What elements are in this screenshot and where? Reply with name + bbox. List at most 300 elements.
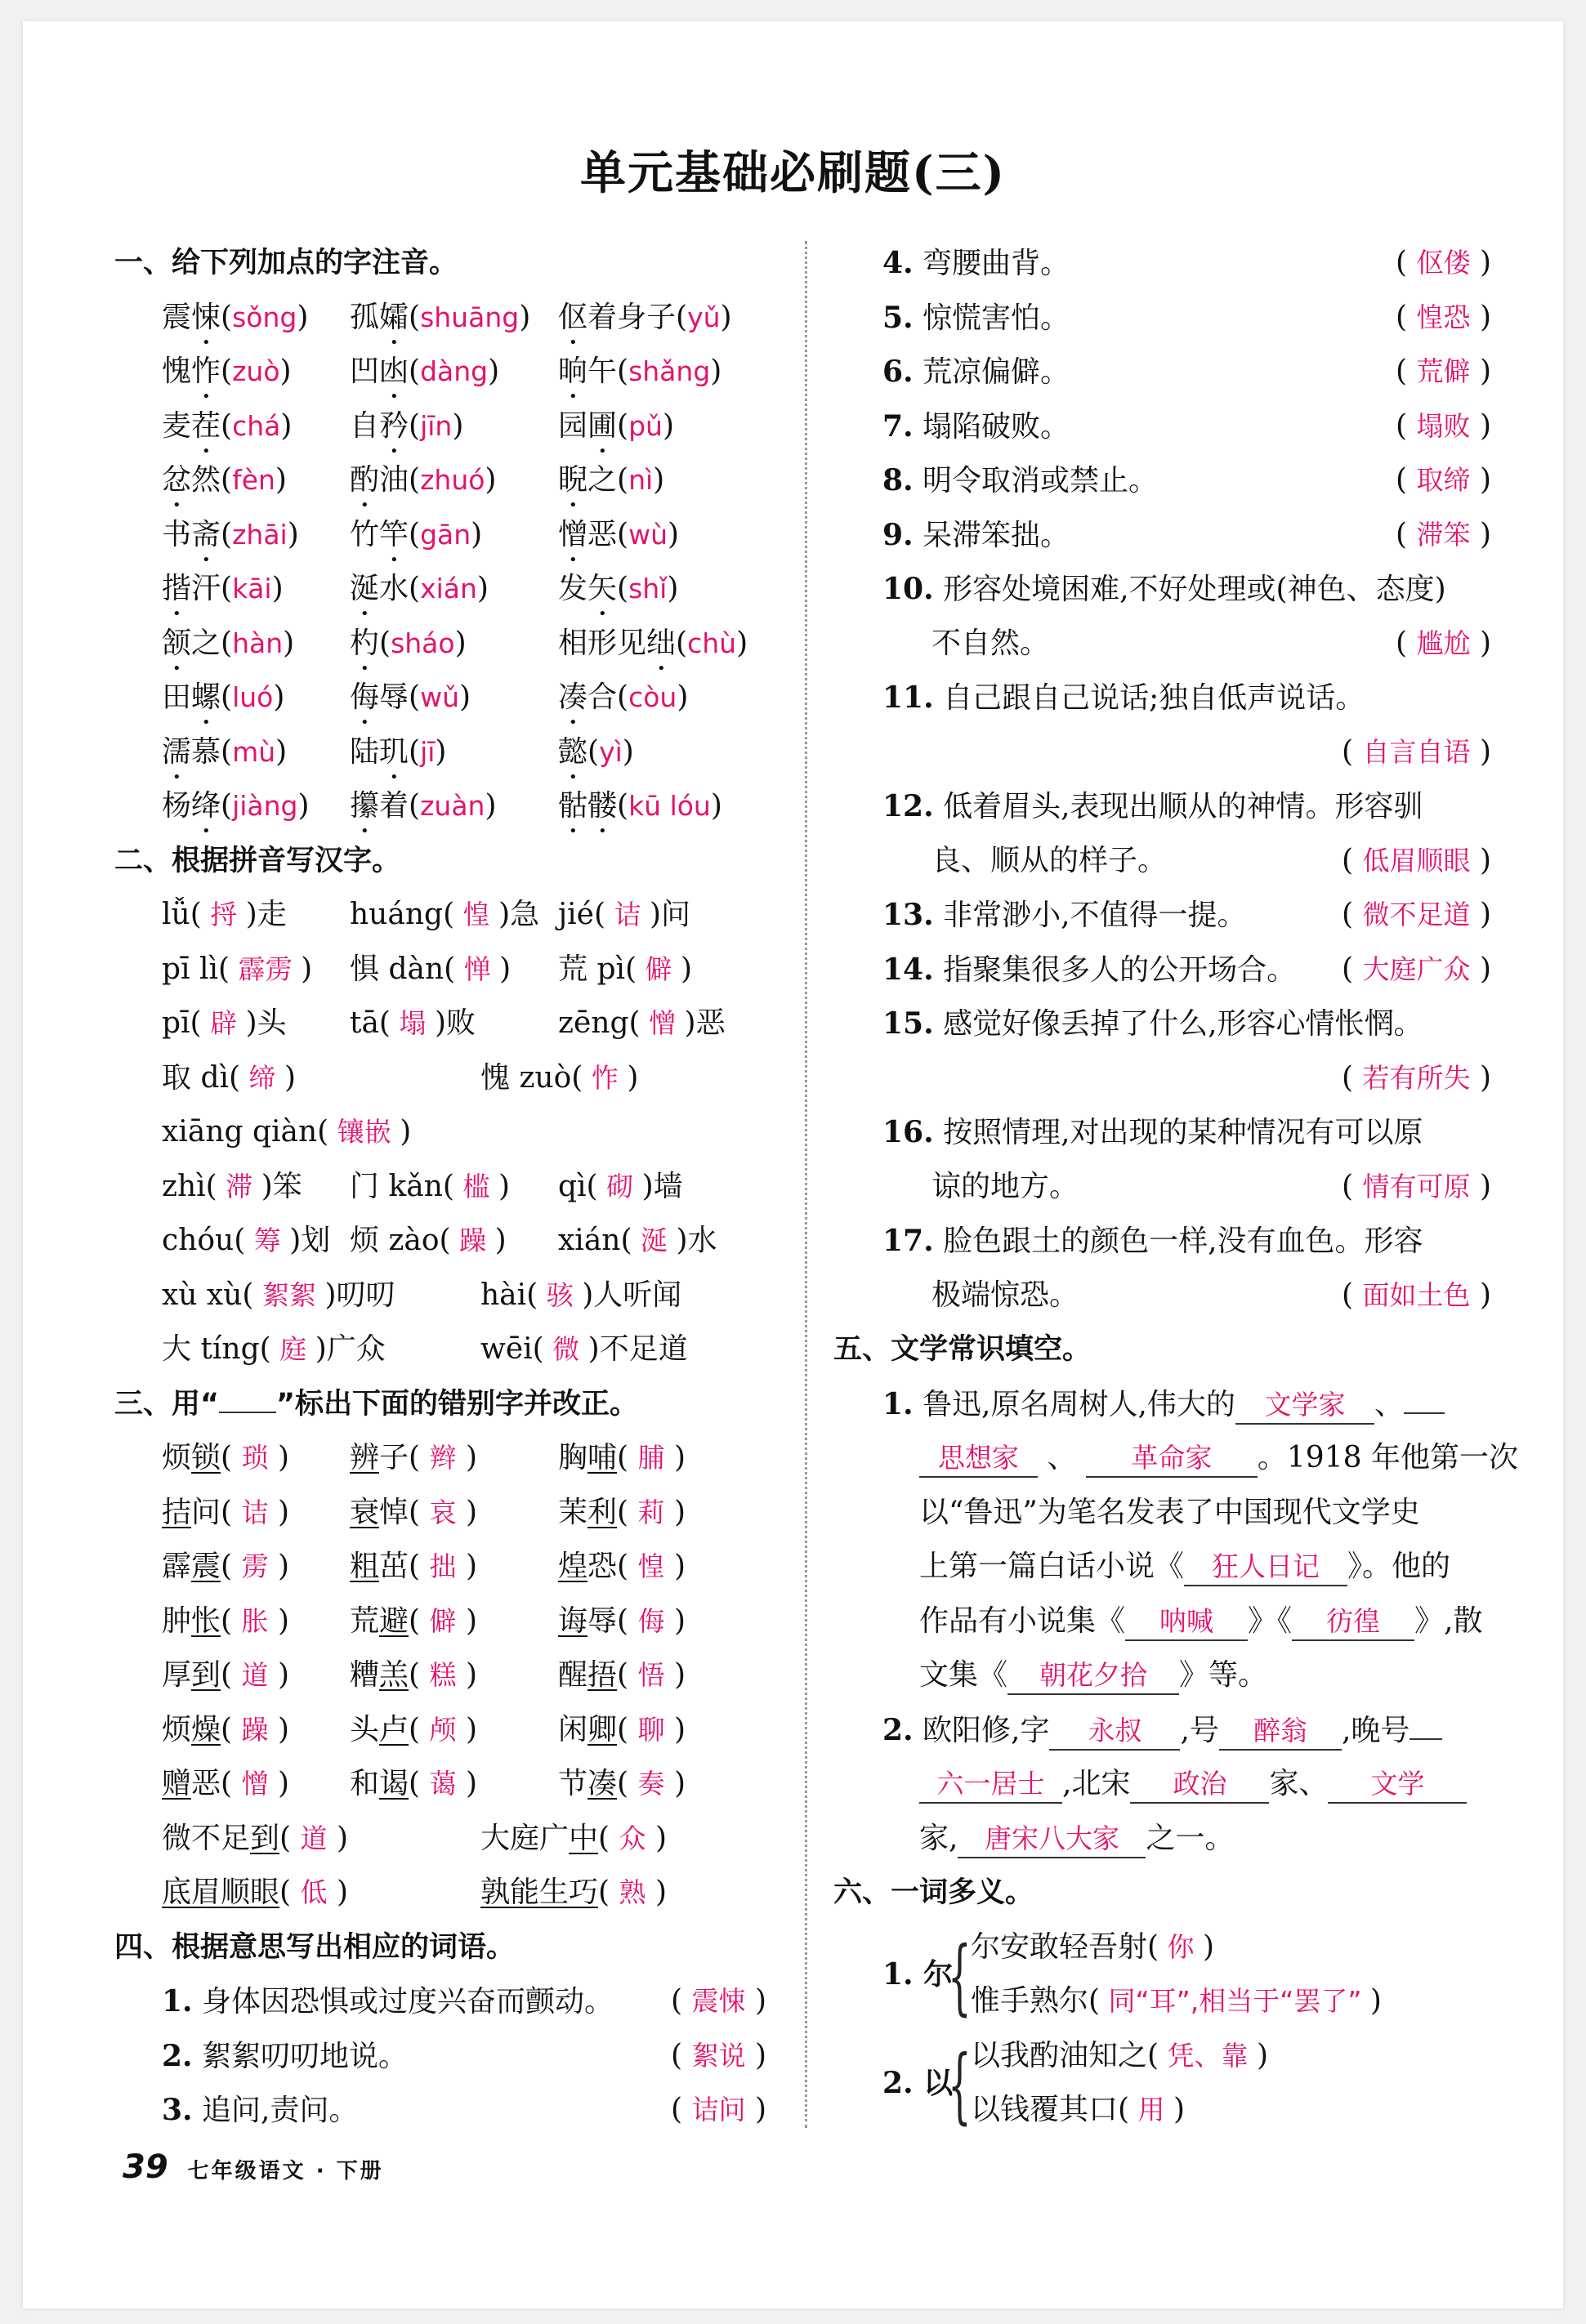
word-text: 之 [587,463,618,497]
dotted-char: 晌 [558,355,588,388]
item-number: 14. [882,952,934,987]
word-text: )笨 [261,1169,302,1203]
dotted-char: 绛 [191,789,221,823]
pinyin-prompt: chóu( [162,1224,246,1257]
paren: ( [587,734,600,769]
answer-correct: 莉 [637,1496,665,1528]
word-text: ) [681,952,693,986]
definition-text: 自己跟自己说话;独自低声说话。 [933,681,1365,715]
s4-heading: 四、根据意思写出相应的词语。 [114,1930,516,1964]
hanzi-item [162,1004,287,1043]
word-text: )头 [245,1006,287,1040]
pinyin-prompt: xiāng qiàn( [162,1115,329,1149]
item-number: 2. [882,1712,914,1747]
hanzi-item [162,1059,296,1098]
answer-hanzi: 镶嵌 [328,1116,400,1148]
paren: ) [283,626,295,660]
s6-heading: 六、一词多义。 [833,1876,1034,1909]
pinyin-item [162,352,292,405]
pinyin-item [162,678,284,731]
answer-text: 取缔 [1416,464,1471,496]
paren: ) [710,355,722,388]
word-text: 竹 [350,517,380,551]
paren: ( [1396,355,1417,388]
answer-hanzi: 槛 [453,1170,498,1202]
pinyin-prompt: huáng( [350,898,455,931]
definition-text: 良、顺从的样子。 [931,843,1168,877]
answer-hanzi: 僻 [637,952,681,985]
paren: ) [1470,1278,1491,1312]
s3-heading [114,1385,638,1424]
answer-correct: 惶 [637,1550,665,1582]
word-text: 厚 [162,1658,192,1692]
paren: ( [1342,952,1363,986]
paren: ) [667,517,680,551]
definition-item [882,407,1070,447]
sentence-text: 尔安敢轻吾射( [971,1929,1159,1964]
fill-blank: 永叔 [1049,1713,1180,1751]
heading-text: ”标出下面的错别字并改正。 [276,1387,639,1421]
paren: ( [409,1604,430,1638]
hanzi-item [558,1167,683,1207]
hanzi-item [558,950,692,989]
pinyin-item [162,569,284,622]
definition-text: 荒凉偏僻。 [913,355,1070,389]
word-text: 愧 [162,355,192,388]
word-text: 霹 [162,1550,192,1583]
paren: ( [671,2038,692,2072]
paren: ) [485,463,497,497]
answer-text: 滞笨 [1416,518,1471,551]
pinyin-item [350,624,467,677]
answer-text: 面如土色 [1362,1278,1471,1311]
definition-item [882,787,1423,827]
fill-blank: 唐宋八大家 [958,1821,1146,1858]
fill-blank: 朝花夕拾 [1007,1657,1179,1695]
paren: ) [1470,517,1491,551]
pinyin-item [350,569,489,622]
hanzi-item [162,1221,330,1260]
definition-text: 塌陷破败。 [913,409,1070,444]
item-number: 3. [162,2093,193,2127]
wrong-char: 哺 [587,1441,618,1474]
dotted-char: 伛 [558,300,588,334]
word-text: 大庭广 [480,1821,570,1855]
pinyin-item [350,515,482,569]
dotted-char: 矜 [379,408,409,443]
dotted-char: 茬 [191,408,221,443]
wrong-char: 拮 [162,1495,192,1529]
fill-blank: 政治 [1130,1766,1269,1804]
pinyin-prompt: zhì( [162,1169,217,1203]
typo-item [162,1819,348,1858]
typo-item [162,1493,289,1532]
word-text: 陆 [350,734,380,769]
paren: ( [221,408,233,443]
paren: ) [268,1604,290,1638]
literature-q1 [919,1493,1420,1532]
pinyin-item [558,298,732,351]
pinyin-item [162,624,294,677]
answer-text: 若有所失 [1362,1061,1471,1094]
word-text: )问 [650,898,691,931]
paren: ( [598,1876,619,1909]
paren: ) [280,408,293,443]
paren: ( [221,734,233,769]
answer-correct: 拙 [429,1550,457,1582]
q-text: 》。他的 [1347,1550,1451,1583]
hanzi-item [350,1167,510,1207]
paren: ) [664,1658,686,1692]
word-text: 和 [350,1767,380,1800]
paren: ) [456,1495,478,1529]
answer-correct: 众 [619,1822,646,1854]
answer-correct: 颅 [429,1713,457,1746]
pinyin-item [350,461,496,514]
literature-q1 [919,1547,1450,1586]
item-number: 7. [882,408,914,444]
pinyin-item [162,407,292,460]
word-text: )水 [676,1224,717,1257]
word-text: 园 [558,408,588,443]
pinyin-item [558,407,674,460]
paren: ) [1257,2038,1269,2072]
paren: ) [268,1550,290,1583]
q-text: ,晚号 [1341,1713,1410,1747]
typo-item [162,1711,289,1750]
answer-pinyin: gān [420,518,471,551]
word-text: )不足道 [587,1332,688,1366]
item-number: 6. [882,355,914,389]
paren: ( [1396,408,1417,443]
word-text: )划 [289,1224,331,1257]
answer-meaning: 同“耳”,相当于“罢了” [1100,1985,1370,2017]
word-text: 子 [379,1441,409,1474]
answer-text: 伛偻 [1416,247,1471,279]
answer-pinyin: jīn [420,409,453,442]
answer-word [671,2090,766,2130]
definition-text: 低着眉头,表现出顺从的神情。形容驯 [933,790,1423,823]
dotted-char: 凑 [558,680,588,714]
paren: ( [617,408,629,443]
paren: ( [409,1712,430,1746]
wrong-char: 利 [587,1495,618,1529]
word-text: 凹 [350,355,380,388]
paren: ( [409,789,421,823]
hanzi-item [162,1167,302,1207]
pinyin-item [350,352,499,405]
paren: ( [598,1821,619,1855]
word-text: ) [498,1169,510,1203]
paren: ) [1470,626,1491,660]
q-text: 、 [1038,1441,1086,1474]
definition-text: 追问,责问。 [192,2094,359,2127]
q-text: 》,散 [1414,1604,1483,1638]
dotted-char: 怍 [191,355,221,388]
wrong-char: 谒 [379,1767,409,1800]
paren: ) [745,2093,766,2126]
page-footer [123,2148,384,2186]
paren: ( [617,1550,638,1583]
pinyin-item [162,515,299,569]
literature-q2 [919,1819,1234,1858]
q-text: 欧阳修,字 [913,1713,1050,1747]
paren: ) [327,1821,349,1855]
paren: ( [1342,898,1363,931]
word-text: 恶 [587,517,618,551]
wrong-char: 诲 [558,1604,588,1638]
answer-pinyin: hàn [232,627,284,659]
page-title: 单元基础必刷题(三) [580,146,1006,200]
paren: ) [275,734,288,769]
paren: ( [221,789,233,823]
definition-text: 形容处境困难,不好处理或(神色、态度) [933,573,1446,606]
answer-hanzi: 庭 [270,1333,315,1365]
answer-pinyin: wǔ [420,681,459,713]
word-text: )叨叨 [324,1278,395,1312]
word-text: 微不足 [162,1821,251,1855]
answer-pinyin: kāi [232,573,272,604]
answer-hanzi: 惶 [454,899,499,930]
pinyin-item [558,569,678,622]
q-text: 、 [1374,1387,1404,1421]
answer-hanzi: 辟 [201,1007,246,1039]
answer-pinyin: xián [420,573,477,604]
wrong-char: 燥 [191,1712,221,1746]
word-text: 头 [350,1712,380,1746]
answer-pinyin: zuò [232,355,280,387]
typo-item [350,1547,477,1586]
typo-item [162,1873,348,1912]
paren: ( [221,626,233,660]
definition-text: 絮絮叨叨地说。 [192,2039,409,2073]
answer-word [1396,624,1491,663]
paren: ( [221,680,233,714]
paren: ) [664,1441,686,1474]
literature-q1 [919,1439,1518,1478]
paren: ) [736,626,748,660]
definition-item [882,1113,1423,1153]
fill-blank: 呐喊 [1125,1604,1248,1641]
dotted-char: 斋 [191,517,221,551]
item-number: 17. [882,1224,934,1258]
column-divider [805,241,807,2128]
q-text: 鲁迅,原名周树人,伟大的 [913,1387,1235,1421]
paren: ( [409,734,421,769]
hanzi-item [350,950,511,989]
paren: ) [456,1767,478,1800]
paren: ( [221,1441,242,1474]
answer-word [1342,1167,1491,1207]
answer-pinyin: nì [628,464,654,496]
wrong-char: 到 [250,1821,280,1855]
hanzi-item [162,1330,386,1369]
q-text: 上第一篇白话小说《 [919,1550,1185,1583]
paren: ) [268,1712,290,1746]
answer-word [1342,950,1491,989]
answer-hanzi: 塌 [390,1007,435,1039]
typo-item [558,1764,686,1804]
hanzi-item [480,1276,681,1315]
definition-item [882,461,1158,501]
q-text: 》等。 [1179,1658,1268,1692]
answer-pinyin: yì [599,735,623,768]
pinyin-item [162,787,310,840]
word-text: 辱 [587,1604,618,1638]
paren: ) [653,463,665,497]
answer-pinyin: zhuó [420,464,485,496]
answer-hanzi: 霹雳 [230,952,302,985]
paren: ( [1396,300,1417,334]
q-text: 家、 [1269,1767,1329,1800]
answer-hanzi: 怍 [583,1061,628,1094]
dotted-char: 懿 [558,734,588,769]
hanzi-item [558,1221,717,1260]
hanzi-item [350,1221,507,1260]
definition-text: 指聚集很多人的公开场合。 [933,952,1297,987]
paren: ) [1470,952,1491,986]
word-text: 发 [558,572,588,605]
word-text: 悼 [379,1495,409,1529]
definition-item [882,515,1070,555]
item-number: 12. [882,789,934,823]
paren: ) [664,1495,686,1529]
answer-correct: 熟 [619,1876,646,1908]
wrong-char: 衰 [350,1495,380,1529]
brace-symbol: { [948,2036,972,2133]
pinyin-prompt: qì( [558,1169,598,1203]
answer-text: 震悚 [691,1985,746,2017]
paren: ( [221,1495,242,1529]
answer-correct: 琐 [241,1442,269,1474]
paren: ) [297,789,310,823]
definition-text: 呆滞笨拙。 [913,518,1070,552]
answer-word [1342,1059,1491,1098]
answer-correct: 侮 [637,1604,665,1637]
paren: ) [1470,246,1491,279]
paren: ) [662,408,674,443]
answer-pinyin: shuāng [420,301,520,333]
paren: ) [268,1767,290,1800]
item-number: 1. [162,1984,193,2018]
paren: ) [710,789,722,823]
polysemy-sentence [971,1982,1382,2021]
dotted-char: 矢 [587,572,618,605]
pinyin-prompt: hài( [480,1278,538,1312]
dotted-char: 濡 [162,734,192,769]
wrong-char: 卢 [379,1712,409,1746]
answer-correct: 僻 [429,1604,457,1637]
answer-word [1342,895,1491,935]
answer-correct: 脯 [637,1442,665,1474]
paren: ( [676,626,688,660]
polysemy-sentence [971,2090,1185,2130]
paren: ) [268,1495,290,1529]
paren: ) [454,626,467,660]
pinyin-item [350,678,471,731]
paren: ( [409,408,421,443]
paren: ( [1342,734,1363,769]
paren: ) [664,1550,686,1583]
heading-text: 三、用“ [114,1387,220,1421]
literature-q1 [919,1602,1482,1641]
fill-blank: 文学 [1328,1766,1467,1804]
sentence-text: 以钱覆其口( [971,2093,1130,2126]
pinyin-prompt: 门 kǎn( [350,1169,454,1203]
word-text: 茉 [558,1495,588,1529]
paren: ( [221,355,233,388]
paren: ) [1470,355,1491,388]
answer-text: 诘问 [691,2094,746,2126]
word-text: 水 [379,572,409,605]
answer-correct: 蔼 [429,1768,457,1800]
answer-meaning: 用 [1129,2094,1174,2126]
paren: ) [456,1441,478,1474]
word-text: 烦 [162,1712,192,1746]
answer-hanzi: 砌 [597,1170,642,1202]
paren: ) [456,1604,478,1638]
answer-correct: 胀 [241,1604,269,1637]
paren: ( [617,1658,638,1692]
answer-correct: 道 [241,1659,269,1691]
answer-text: 絮说 [691,2039,746,2072]
typo-item [350,1602,477,1641]
paren: ( [409,355,421,388]
paren: ) [275,463,287,497]
answer-pinyin: chù [687,627,737,659]
item-number: 4. [882,246,914,280]
pinyin-prompt: 烦 zào( [350,1224,451,1257]
paren: ( [617,1495,638,1529]
answer-text: 自言自语 [1362,735,1471,768]
definition-text: 极端惊恐。 [931,1278,1079,1312]
answer-correct: 低 [300,1876,328,1908]
pinyin-prompt: 取 dì( [162,1060,241,1095]
paren: ) [1470,843,1491,877]
answer-text: 惶恐 [1416,301,1471,333]
answer-word [1396,407,1491,446]
paren: ) [1470,408,1491,443]
answer-correct: 哀 [429,1496,457,1528]
answer-correct: 憎 [241,1768,269,1800]
paren: ( [409,1495,430,1529]
q-text: 》《 [1248,1604,1293,1638]
answer-pinyin: zhāi [232,518,288,551]
definition-item [162,2090,358,2130]
paren: ) [745,1984,766,2018]
polysemy-sentence [971,2036,1268,2076]
word-text: ) [499,952,512,986]
word-text: 然 [191,463,221,497]
dotted-char: 揩 [162,572,192,605]
hanzi-item [558,1004,726,1043]
definition-item [162,1982,614,2022]
typo-item [350,1493,477,1532]
paren: ) [664,1767,686,1800]
typo-item [480,1873,667,1912]
paren: ( [409,572,421,605]
answer-hanzi: 滞 [217,1170,261,1202]
pinyin-item [558,352,722,405]
answer-meaning: 凭、靠 [1159,2039,1258,2072]
paren: ) [458,680,471,714]
dotted-char: 孀 [379,300,409,334]
word-text: 午 [587,355,618,388]
pinyin-item [350,787,497,840]
answer-pinyin: sháo [391,627,455,659]
paren: ( [617,1767,638,1800]
typo-item [162,1547,289,1586]
